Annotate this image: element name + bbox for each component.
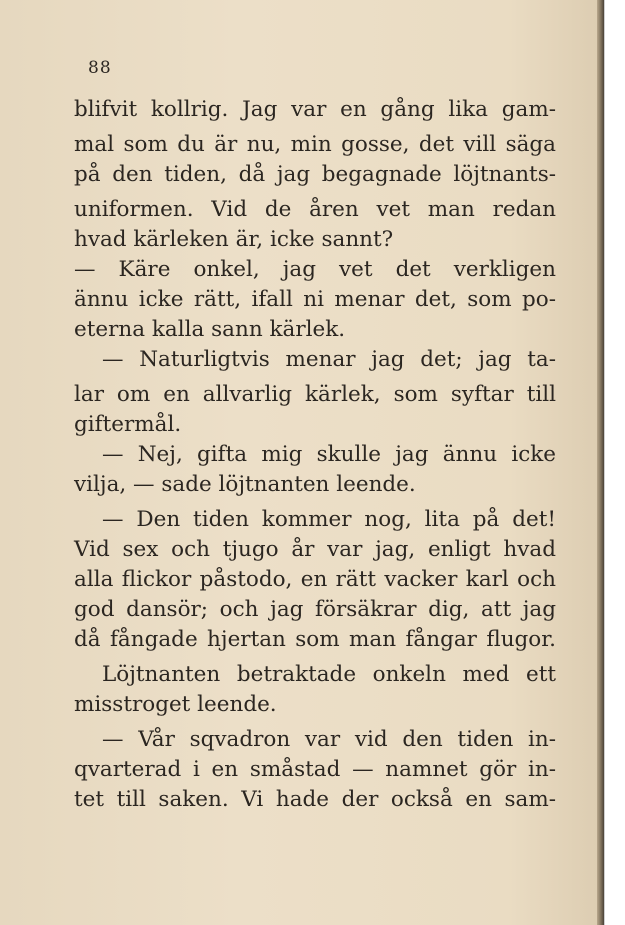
text-line: alla flickor påstodo, en rätt vacker karl och xyxy=(74,567,556,592)
text-line: vilja, — sade löjtnanten leende. xyxy=(74,472,416,497)
page-edge-background xyxy=(604,0,625,925)
text-line: qvarterad i en småstad — namnet gör in- xyxy=(74,757,556,782)
text-line: ännu icke rätt, ifall ni menar det, som po- xyxy=(74,287,556,312)
text-line: — Nej, gifta mig skulle jag ännu icke xyxy=(102,442,556,467)
text-line: misstroget leende. xyxy=(74,692,277,717)
text-line: tet till saken. Vi hade der också en sam- xyxy=(74,787,556,812)
text-line: Vid sex och tjugo år var jag, enligt hvad xyxy=(74,537,556,562)
page-number: 88 xyxy=(88,58,112,78)
text-line: uniformen. Vid de åren vet man redan xyxy=(74,197,556,222)
text-line: lar om en allvarlig kärlek, som syftar till xyxy=(74,382,556,407)
text-line: — Vår sqvadron var vid den tiden in- xyxy=(102,727,556,752)
text-line: blifvit kollrig. Jag var en gång lika gam- xyxy=(74,97,556,122)
text-line: — Den tiden kommer nog, lita på det! xyxy=(102,507,556,532)
text-line: hvad kärleken är, icke sannt? xyxy=(74,227,394,252)
text-line: då fångade hjertan som man fångar flugor. xyxy=(74,627,556,652)
text-line: eterna kalla sann kärlek. xyxy=(74,317,346,342)
text-line: Löjtnanten betraktade onkeln med ett xyxy=(102,662,556,687)
book-spine-shadow xyxy=(597,0,604,925)
text-line: på den tiden, då jag begagnade löjtnants- xyxy=(74,162,556,187)
text-line: — Käre onkel, jag vet det verkligen xyxy=(74,257,556,282)
text-line: god dansör; och jag försäkrar dig, att jag xyxy=(74,597,556,622)
text-line: mal som du är nu, min gosse, det vill säga xyxy=(74,132,556,157)
text-line: — Naturligtvis menar jag det; jag ta- xyxy=(102,347,556,372)
text-line: giftermål. xyxy=(74,412,182,437)
